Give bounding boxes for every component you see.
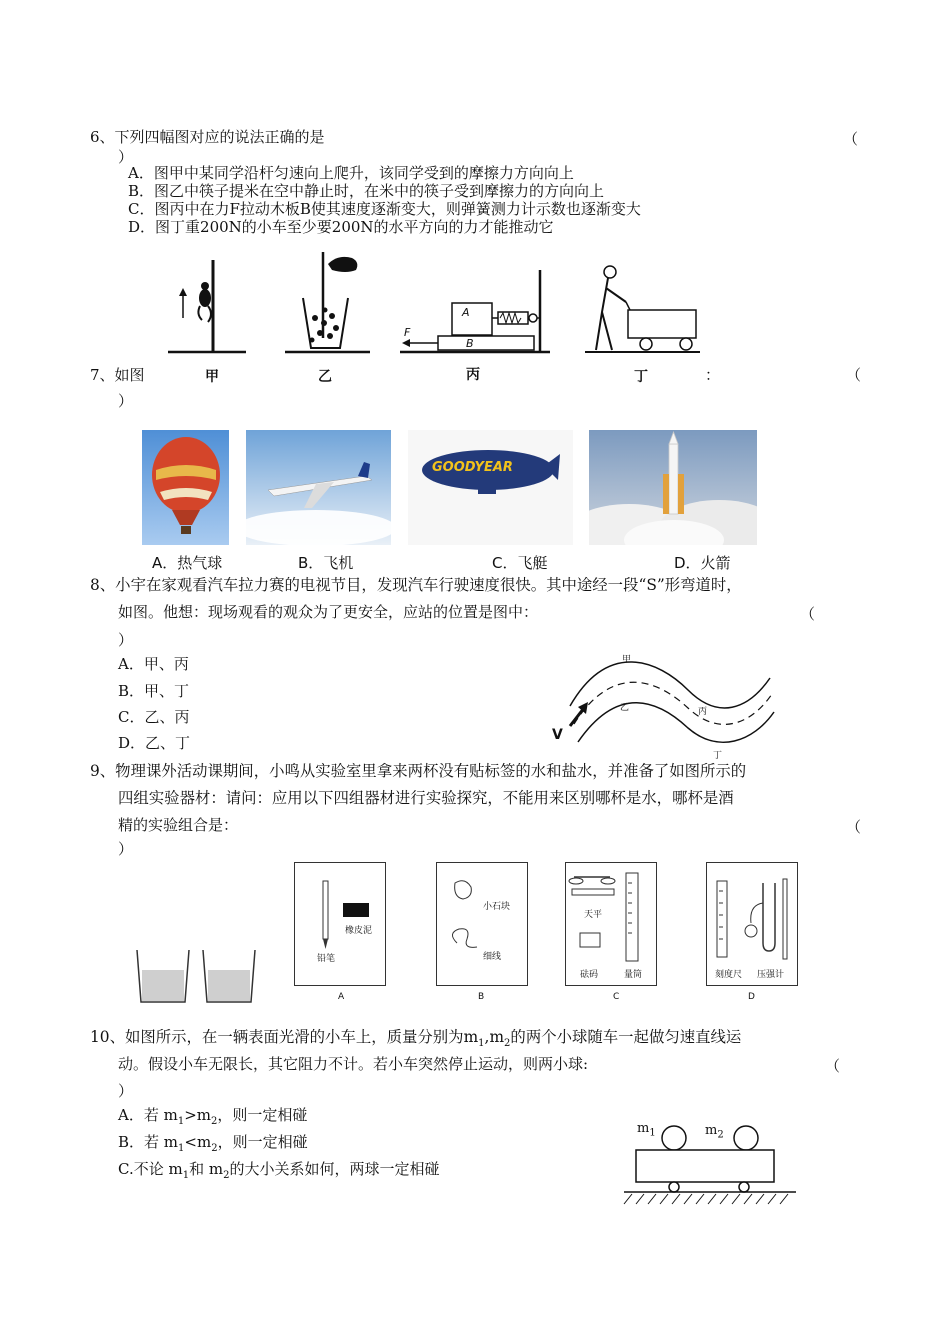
card-a-letter: A bbox=[338, 992, 345, 1002]
card-a-item-1: 铅笔 bbox=[317, 954, 336, 964]
q10-paren-open: （ bbox=[825, 1057, 841, 1075]
blimp-text: GOODYEAR bbox=[432, 460, 513, 475]
cup-figure bbox=[285, 252, 370, 352]
q10-option-b bbox=[118, 1133, 308, 1158]
q10-option-b-part-a: B．若 m bbox=[118, 1133, 179, 1151]
fig-m1-label bbox=[637, 1121, 656, 1139]
q6-paren-open: （ bbox=[843, 130, 859, 148]
q7-caption-c: C．飞艇 bbox=[492, 554, 548, 572]
q8-stem-line2: 如图。他想：现场观看的观众为了更安全，应站的位置是图中： bbox=[118, 603, 539, 621]
q6-stem: 6、下列四幅图对应的说法正确的是 bbox=[90, 128, 325, 146]
q8-paren-close: ） bbox=[118, 631, 134, 649]
q10-line1 bbox=[90, 1028, 741, 1053]
rocket-image bbox=[589, 430, 757, 545]
q8-label-ding: 丁 bbox=[713, 751, 723, 761]
q9-line3: 精的实验组合是： bbox=[118, 816, 239, 834]
fig-m1-text: m bbox=[637, 1121, 650, 1136]
card-b bbox=[436, 862, 528, 986]
block-b-label: B bbox=[466, 337, 474, 350]
q10-option-c bbox=[118, 1160, 439, 1185]
two-beakers bbox=[133, 946, 263, 1006]
q8-paren-open: （ bbox=[800, 605, 816, 623]
cart-figure bbox=[585, 266, 700, 352]
card-c bbox=[565, 862, 657, 986]
q10-option-a-sub-2: 2 bbox=[211, 1116, 218, 1127]
q6-option-d: D．图丁重200N的小车至少要200N的水平方向的力才能推动它 bbox=[128, 218, 554, 236]
q10-option-c-sub-2: 2 bbox=[223, 1170, 230, 1181]
q7-stem-tail: ： bbox=[705, 366, 721, 384]
card-b-item-1: 小石块 bbox=[483, 902, 511, 912]
q6-caption-yi: 乙 bbox=[318, 369, 332, 385]
q6-option-a: A．图甲中某同学沿杆匀速向上爬升，该同学受到的摩擦力方向向上 bbox=[128, 164, 574, 182]
card-d-item-2: 压强计 bbox=[757, 970, 785, 980]
q8-option-a: A．甲、丙 bbox=[118, 655, 189, 673]
q10-option-a-part-c: ，则一定相碰 bbox=[217, 1106, 308, 1124]
q10-option-a-sub-1: 1 bbox=[177, 1116, 185, 1127]
q7-paren-close: ） bbox=[118, 392, 134, 410]
q9-line2: 四组实验器材：请问：应用以下四组器材进行实验探究，不能用来区别哪杯是水，哪杯是酒 bbox=[118, 789, 734, 807]
block-a-label: A bbox=[462, 306, 470, 319]
s-curve-road-figure bbox=[548, 650, 778, 750]
hot-air-balloon-image bbox=[142, 430, 229, 545]
q10-line1-part-c: 的两个小球随车一起做匀速直线运 bbox=[510, 1028, 742, 1046]
q10-line1-part-a: 10、如图所示，在一辆表面光滑的小车上，质量分别为m bbox=[90, 1028, 479, 1046]
q6-caption-ding: 丁 bbox=[634, 369, 648, 385]
q7-paren-open: （ bbox=[846, 366, 862, 384]
q10-sub-2: 2 bbox=[504, 1038, 511, 1050]
card-c-item-2: 砝码 bbox=[580, 970, 599, 980]
card-c-letter: C bbox=[613, 992, 620, 1002]
q10-option-c-part-a: C.不论 m bbox=[118, 1160, 183, 1178]
q10-option-c-part-b: 和 m bbox=[189, 1160, 224, 1178]
q10-paren-close: ） bbox=[118, 1082, 134, 1100]
q8-option-c: C．乙、丙 bbox=[118, 708, 190, 726]
q10-line1-part-b: ,m bbox=[484, 1028, 505, 1046]
card-b-letter: B bbox=[478, 992, 485, 1002]
q10-option-a bbox=[118, 1106, 307, 1131]
q8-label-v: V bbox=[552, 727, 563, 743]
card-c-item-3: 量筒 bbox=[624, 970, 643, 980]
q10-option-b-sub-1: 1 bbox=[178, 1143, 185, 1154]
q8-label-jia: 甲 bbox=[622, 655, 632, 665]
q10-option-a-part-b: >m bbox=[184, 1106, 211, 1124]
card-a-item-2: 橡皮泥 bbox=[345, 926, 373, 936]
q10-option-c-sub-1: 1 bbox=[182, 1170, 190, 1181]
climber-figure bbox=[168, 260, 246, 352]
q7-stem: 7、如图 bbox=[90, 366, 145, 384]
q7-caption-a: A．热气球 bbox=[152, 554, 223, 572]
q8-label-bing: 丙 bbox=[698, 707, 708, 717]
q8-stem-line1: 8、小宇在家观看汽车拉力赛的电视节目，发现汽车行驶速度很快。其中途经一段“S”形弯道时， bbox=[90, 576, 742, 594]
q9-paren-open: （ bbox=[846, 818, 862, 836]
q8-label-yi: 乙 bbox=[620, 703, 630, 713]
q7-caption-b: B．飞机 bbox=[298, 554, 354, 572]
q10-sub-1: 1 bbox=[478, 1038, 485, 1050]
q9-line1: 9、物理课外活动课期间，小鸣从实验室里拿来两杯没有贴标签的水和盐水，并准备了如图所示的 bbox=[90, 762, 747, 780]
card-d-item-1: 刻度尺 bbox=[715, 970, 743, 980]
q10-option-b-sub-2: 2 bbox=[211, 1143, 218, 1154]
card-a bbox=[294, 862, 386, 986]
q6-option-c: C．图丙中在力F拉动木板B使其速度逐渐变大，则弹簧测力计示数也逐渐变大 bbox=[128, 200, 641, 218]
fig-m2-label bbox=[705, 1123, 724, 1141]
q6-figures bbox=[160, 248, 730, 364]
fig-m2-text: m bbox=[705, 1123, 718, 1138]
q6-paren-close: ） bbox=[118, 148, 134, 166]
q9-paren-close: ） bbox=[118, 840, 134, 858]
fig-m2-sub: 2 bbox=[717, 1129, 724, 1141]
q10-option-a-part-a: A．若 m bbox=[118, 1106, 178, 1124]
q7-caption-d: D．火箭 bbox=[674, 554, 731, 572]
airplane-image bbox=[246, 430, 391, 545]
q10-option-c-part-c: 的大小关系如何，两球一定相碰 bbox=[229, 1160, 440, 1178]
q6-option-b: B．图乙中筷子提米在空中静止时，在米中的筷子受到摩擦力的方向向上 bbox=[128, 182, 605, 200]
q8-option-d: D．乙、丁 bbox=[118, 734, 191, 752]
block-spring-figure bbox=[400, 270, 550, 352]
card-c-item-1: 天平 bbox=[584, 910, 603, 920]
q8-option-b: B．甲、丁 bbox=[118, 682, 190, 700]
card-d bbox=[706, 862, 798, 986]
card-d-letter: D bbox=[748, 992, 755, 1002]
q10-option-b-part-c: ，则一定相碰 bbox=[217, 1133, 308, 1151]
q10-line2: 动。假设小车无限长，其它阻力不计。若小车突然停止运动，则两小球: bbox=[118, 1055, 589, 1073]
q10-option-b-part-b: <m bbox=[184, 1133, 212, 1151]
card-b-item-2: 细线 bbox=[483, 952, 502, 962]
q6-caption-bing: 丙 bbox=[466, 367, 480, 383]
fig-m1-sub: 1 bbox=[649, 1127, 656, 1139]
force-f-label: F bbox=[404, 326, 411, 339]
blimp-image bbox=[408, 430, 573, 545]
q6-caption-jia: 甲 bbox=[205, 369, 219, 385]
